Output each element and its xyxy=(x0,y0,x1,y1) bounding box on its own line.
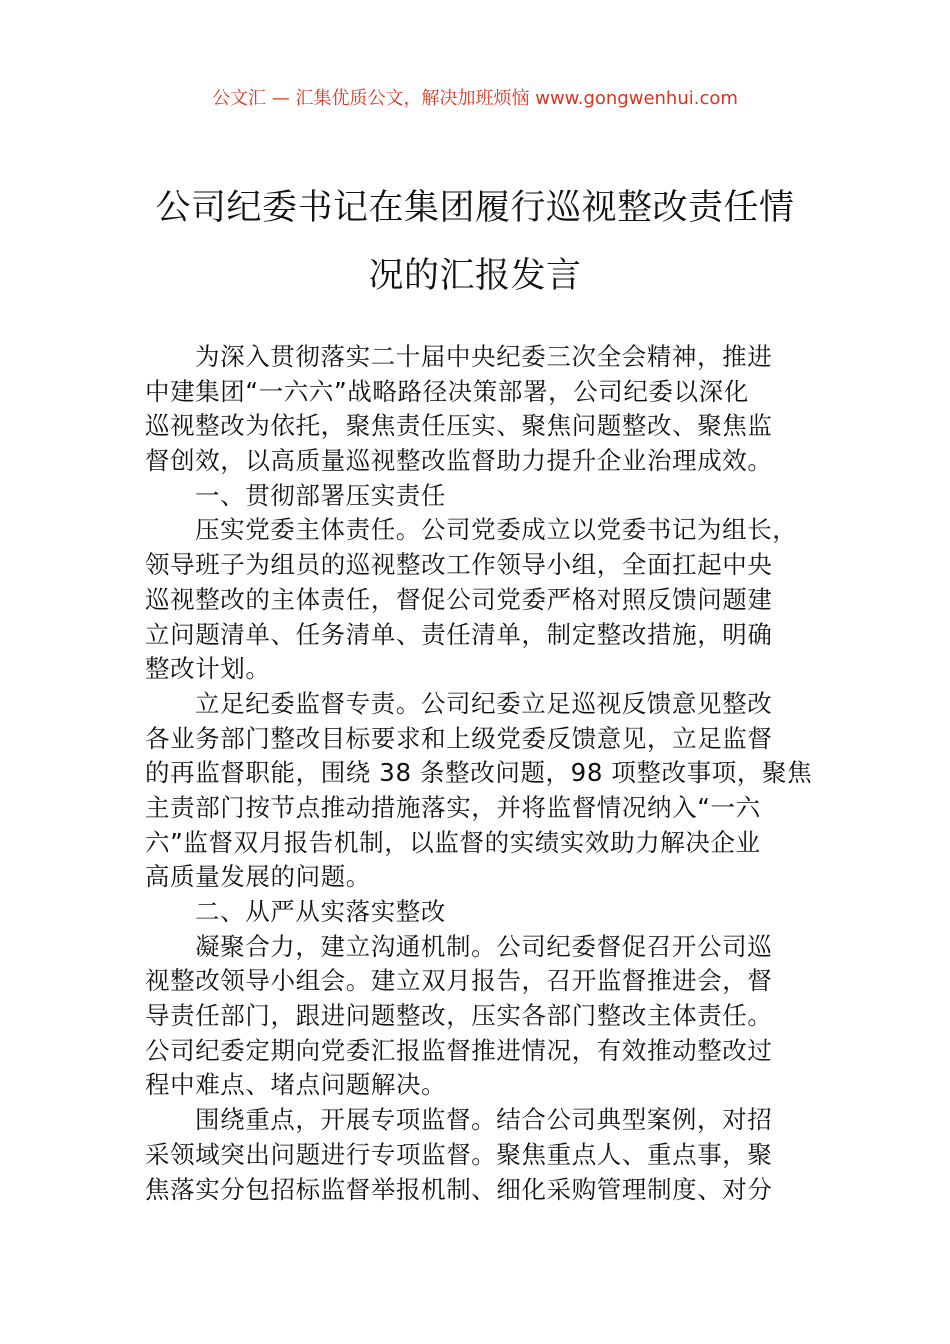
text-line: 领导班子为组员的巡视整改工作领导小组，全面扛起中央 xyxy=(145,550,773,580)
text-line: 公司纪委定期向党委汇报监督推进情况，有效推动整改过 xyxy=(145,1035,773,1065)
text-line: 焦落实分包招标监督举报机制、细化采购管理制度、对分 xyxy=(145,1174,773,1204)
text-line: 巡视整改为依托，聚焦责任压实、聚焦问题整改、聚焦监 xyxy=(145,411,773,441)
text-line: 主责部门按节点推动措施落实，并将监督情况纳入“一六 xyxy=(145,792,761,822)
text-line: 的再监督职能，围绕 38 条整改问题，98 项整改事项，聚焦 xyxy=(145,758,813,788)
text-line: 视整改领导小组会。建立双月报告，召开监督推进会，督 xyxy=(145,966,773,996)
text-line: 二、从严从实落实整改 xyxy=(195,897,446,926)
text-line: 中建集团“一六六”战略路径决策部署，公司纪委以深化 xyxy=(145,376,749,406)
text-line: 导责任部门，跟进问题整改，压实各部门整改主体责任。 xyxy=(145,1001,773,1031)
site-banner: 公文汇 — 汇集优质公文，解决加班烦恼 www.gongwenhui.com xyxy=(212,88,738,109)
document-body xyxy=(145,340,845,1207)
text-line: 立足纪委监督专责。公司纪委立足巡视反馈意见整改 xyxy=(195,688,773,718)
text-line: 整改计划。 xyxy=(145,654,271,684)
text-line: 一、贯彻部署压实责任 xyxy=(195,480,446,510)
text-line: 凝聚合力，建立沟通机制。公司纪委督促召开公司巡 xyxy=(195,931,773,961)
text-line: 为深入贯彻落实二十届中央纪委三次全会精神，推进 xyxy=(195,342,773,371)
text-line: 立问题清单、任务清单、责任清单，制定整改措施，明确 xyxy=(145,619,773,649)
document-title-line-2: 况的汇报发言 xyxy=(368,256,582,296)
text-line: 围绕重点，开展专项监督。结合公司典型案例，对招 xyxy=(195,1105,773,1135)
text-line: 压实党委主体责任。公司党委成立以党委书记为组长， xyxy=(195,515,798,545)
document-title-line-1: 公司纪委书记在集团履行巡视整改责任情 xyxy=(155,188,795,228)
text-line: 巡视整改的主体责任，督促公司党委严格对照反馈问题建 xyxy=(145,584,773,614)
text-line: 各业务部门整改目标要求和上级党委反馈意见，立足监督 xyxy=(145,723,773,753)
text-line: 采领域突出问题进行专项监督。聚焦重点人、重点事，聚 xyxy=(145,1139,773,1169)
text-line: 督创效，以高质量巡视整改监督助力提升企业治理成效。 xyxy=(145,446,773,476)
text-line: 高质量发展的问题。 xyxy=(145,862,371,892)
text-line: 程中难点、堵点问题解决。 xyxy=(145,1070,447,1100)
text-line: 六”监督双月报告机制，以监督的实绩实效助力解决企业 xyxy=(145,827,761,857)
